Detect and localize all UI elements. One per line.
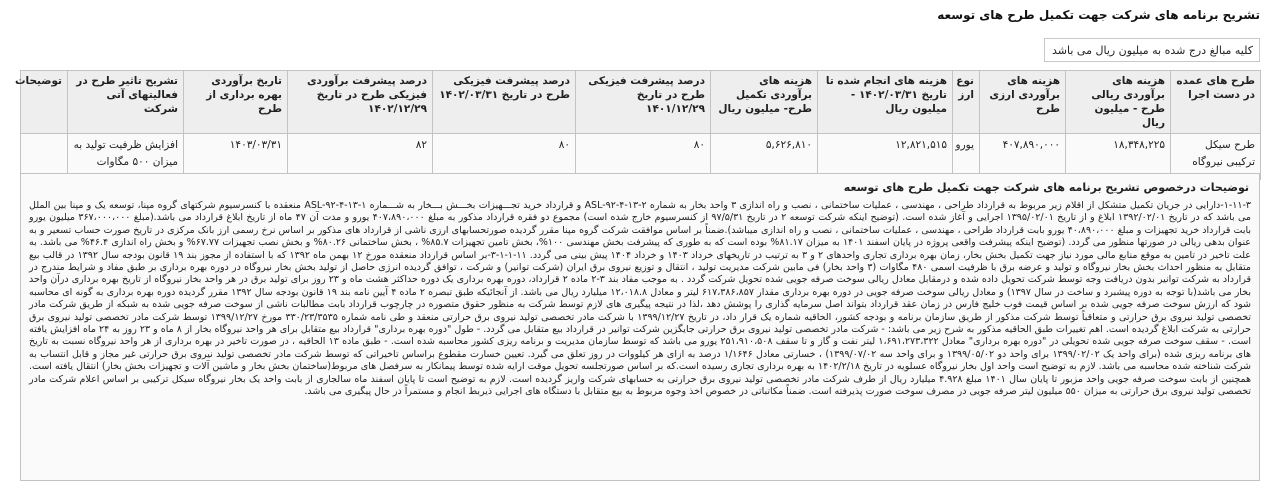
explanation-body: ۱-۱۱-۳-دارایی در جریان تکمیل متشکل از اقلام زیر مربوط به قرارداد طراحی ، مهندسی ، عملیات ساختمانی ، نصب و راه اندازی ۳ واحد بخار به شماره ۲-۱۳-۴-ASL-۹۲ و قرارداد خرید تجـــهیزات بخـــش بـــخار به شـــماره ۱-۱۳-۴-ASL-۹۲ منعقده با کنسرسیوم شرکتهای گروه مپنا، توسعه یک و مپنا بین الملل می باشد که در تاریخ ۱۳۹۲/۰۲/۰۱ ابلاغ و از تاریخ ۱۳۹۵/۰۲/۰۱ اجرایی و آغاز شده است. (توضیح اینکه شرکت توسعه ۲ در تاریخ ۹۷/۵/۳۱ از کنسرسیوم خارج شده است) مجموع دو فقره قرارداد مذکور به مبلغ ۴۰۷،۸۹۰،۰۰۰ یورو و مدت آن ۴۷ ماه از تاریخ ابلاغ قرارداد می باشد.(مبلغ ۳۶۷،۰۰۰،۰۰۰ میلیون یورو بابت قرارداد خرید تجهیزات و مبلغ ۴۰،۸۹۰،۰۰۰ یورو بابت قرارداد طراحی ، مهندسی ، عملیات ساختمانی ، نصب و راه اندازی میباشد).ضمناً بر اساس موافقت شرکت گروه مپنا مقرر گردیده صورتحسابهای ارزی ناشی از قرارداد های مذکور بر اساس نرخ رسمی ارز بانک مرکزی در تاریخ صورت حساب تسعیر و به عنوان بدهی ریالی در صورتها منظور می گردد. (توضیح اینکه پیشرفت واقعی پروژه در پایان اسفند ۱۴۰۱ به میزان ۸۱.۱۷% بوده است که به طوری که پیشرفت بخش مهندسی ۱۰۰%، بخش تامین تجهیزات ۸۵.۷% ، بخش ساختمانی ۸۰.۲۶% و بخش نصب تجهیزات ۶۷.۷۷% و بخش راه اندازی ۴۶.۴% می باشد. به علت تاخیر در تامین به موقع منابع مالی مورد نیاز جهت تکمیل بخش بخار، زمان بهره برداری تجاری واحدهای ۲ و ۳ به ترتیب در تاریخهای خرداد ۱۴۰۳ و خرداد ۱۴۰۴ پیش بینی می گردد. ۱۱-۱-۱-۳-بر اساس قرارداد منعقده مورخ ۱۲ بهمن ماه ۱۳۹۲ که با استفاده از مجوز بند ۱۹ قانون بودجه سال ۱۳۹۲ در قالب بیع متقابل به منظور احداث بخش بخار نیروگاه و تولید و عرضه برق با ظرفیت اسمی ۴۸۰ مگاوات (۳ واحد بخار) فی مابین شرکت مدیریت تولید ، انتقال و توزیع نیروی برق ایران (شرکت توانیر) و شرکت ، توافق گردیده انرژی حاصل از تولید بخش بخار نیروگاه در دوره بهره برداری بر طبق مفاد و شرایط مندرج در قرارداد به شرکت توانیر بدون دریافت وجه توسط شرکت تحویل داده شده و درمقابل معادل ریالی سوخت صرفه جویی شده تحویل شرکت گردد . به موجب مفاد بند ۳-۲ ماده ۲ قرارداد، دوره بهره برداری یک دوره حداکثر هشت ماه و ۲۳ روز برای تولید برق در هر واحد بخار نیروگاه از تاریخ بهره برداری درآن واحد بخار می باشد(با توجه به دوره پیشبرد و ساخت در سال ۱۳۹۷) و معادل ریالی سوخت صرفه جویی در دوره بهره برداری مقدار ۶۱۷،۳۸۶،۸۵۷ لیتر و معادل ۱۲،۰۱۸.۸ میلیارد ریال می باشد. از آنجائیکه طبق تبصره ۲ ماده ۴ آیین نامه بند ۱۹ قانون بودجه سال ۱۳۹۲ مقرر گردیده دوره بهره برداری به گونه ای محاسبه شود که ارزش سوخت صرفه جویی شده بر اساس قیمت فوب خلیج فارس در زمان عقد قرارداد بتواند اصل سرمایه گذاری را پوشش دهد ،لذا در نتیجه پیگیری های لازم توسط شرکت به منظور حقوق متصوره در چارچوب قرارداد بابت مطالبات ناشی از سوخت صرفه جویی شده به شبکه از طریق شرکت مادر تخصصی تولید نیروی برق حرارتی و متعاقباً توسط شرکت مذکور از طریق سازمان برنامه و بودجه کشور، الحاقیه شماره یک قرار داد، در تاریخ ۱۳۹۹/۱۲/۲۷ با شرکت مادر تخصصی تولید نیروی برق حرارتی منعقد و طی نامه شماره ۳۳۰/۲۳/۳۵۳۵ مورخ ۱۳۹۹/۱۲/۲۷ توسط شرکت مادر تخصصی تولید نیروی برق حرارتی به شرکت ابلاغ گردیده است. اهم تغییرات طبق الحاقیه مذکور به شرح زیر می باشد: - شرکت مادر تخصصی تولید نیروی برق حرارتی جایگزین شرکت توانیر در قرارداد بیع متقابل می گردد. - طول "دوره بهره برداری" قرارداد بیع متقابل برای هر واحد نیروگاه بخار از ۸ ماه و ۲۳ روز به ۲۴ ماه افزایش یافته است. - سقف سوخت صرفه جویی شده تحویلی در "دوره بهره برداری" معادل ۱،۶۹۱،۲۷۳،۳۲۲ لیتر نفت و گاز و تا سقف ۲۵۱،۹۱۰،۵۰۸ یورو می باشد که توسط سازمان مدیریت و برنامه ریزی کشور محاسبه شده است. - طبق ماده ۱۳ الحاقیه ، در صورت تاخیر در بهره برداری از هر واحد نیروگاه نسبت به تاریخ های برنامه ریزی شده (برای واحد یک ۱۳۹۹/۰۲/۰۲ برای واحد دو ۱۳۹۹/۰۵/۰۲ و برای واحد سه ۱۳۹۹/۰۷/۰۲) ، خسارتی معادل ۱/۱۶۴۶ درصد به ازای هر کیلووات در روز تعلق می گیرد. تعیین خسارت مقطوع براساس تاخیراتی که توسط شرکت مادر تخصصی تولید نیروی برق حرارتی غیر مجاز و قابل انتساب به شرکت شناخته شده محاسبه می باشد. لازم به توضیح است واحد اول بخار نیروگاه عسلویه در تاریخ ۱۴۰۲/۲/۱۸ به بهره برداری تجاری رسیده است.که بر اساس صورتجلسه تحویل موقت ارایه شده توسط پیمانکار به سرفصل های مربوط(ساختمان بخش بخار و ماشین آلات و تجهیزات بخش بخار) انتقال یافته است. همچنین از بابت سوخت صرفه جویی واحد مزبور تا پایان سال ۱۴۰۱ مبلغ ۴.۹۲۸ میلیارد ریال از طرف شرکت مادر تخصصی تولید نیروی برق حرارتی به حسابهای شرکت واریز گردیده است. لازم به توضیح است تا پایان اسفند ماه سالجاری از بابت واحد یک بخار نیروگاه سیکل ترکیبی بر اساس اعلام شرکت مادر تخصصی تولید نیروی برق حرارتی به میزان ۵۵۰ میلیون لیتر صرفه جویی در مصرف سوخت صورت پذیرفته است. ضمناً مکاتباتی در خصوص اخذ وجوه مربوط به بیع متقابل با دستگاه های اجرایی ذیربط انجام و مستمراً در حال پیگیری می باشد. bbox=[29, 200, 1252, 398]
cell-spent: ۱۲,۸۲۱,۵۱۵ bbox=[818, 134, 953, 180]
cell-fx-cost: ۴۰۷,۸۹۰,۰۰۰ bbox=[980, 134, 1066, 180]
cell-progress-1401: ۸۰ bbox=[576, 134, 711, 180]
cell-progress-target: ۸۲ bbox=[288, 134, 433, 180]
page-title: تشریح برنامه های شرکت جهت تکمیل طرح های توسعه bbox=[937, 8, 1260, 22]
development-plans-table bbox=[14, 70, 1261, 180]
header-operation-date: تاریخ برآوردی بهره برداری از طرح bbox=[184, 71, 288, 134]
header-impact: تشریح تاثیر طرح در فعالیتهای آتی شرکت bbox=[68, 71, 184, 134]
header-progress-target: درصد پیشرفت برآوردی فیزیکی طرح در تاریخ ۱۴۰۲/۱۲/۲۹ bbox=[288, 71, 433, 134]
cell-operation-date: ۱۴۰۳/۰۳/۳۱ bbox=[184, 134, 288, 180]
header-currency: نوع ارز bbox=[953, 71, 980, 134]
cell-progress-1402: ۸۰ bbox=[433, 134, 576, 180]
cell-project: طرح سیکل ترکیبی نیروگاه bbox=[1171, 134, 1261, 180]
header-fx-cost: هزینه های برآوردی ارزی طرح bbox=[980, 71, 1066, 134]
explanation-box bbox=[20, 173, 1260, 481]
cell-currency: یورو bbox=[953, 134, 980, 180]
explanation-title: توضیحات درخصوص تشریح برنامه های شرکت جهت تکمیل طرح های توسعه bbox=[843, 181, 1249, 194]
header-remaining: هزینه های برآوردی تکمیل طرح- میلیون ریال bbox=[711, 71, 818, 134]
header-progress-1401: درصد پیشرفت فیزیکی طرح در تاریخ ۱۴۰۱/۱۲/۲۹ bbox=[576, 71, 711, 134]
cell-remaining: ۵,۶۲۶,۸۱۰ bbox=[711, 134, 818, 180]
header-notes: توضیحات bbox=[21, 71, 68, 134]
table-header-row bbox=[21, 71, 1261, 134]
header-rial-cost: هزینه های برآوردی ریالی طرح - میلیون ریال bbox=[1066, 71, 1171, 134]
unit-note: کلیه مبالغ درج شده به میلیون ریال می باشد bbox=[1044, 38, 1260, 62]
header-project: طرح های عمده در دست اجرا bbox=[1171, 71, 1261, 134]
cell-impact: افزایش ظرفیت تولید به میزان ۵۰۰ مگاوات bbox=[68, 134, 184, 180]
header-spent: هزینه های انجام شده تا تاریخ ۱۴۰۲/۰۳/۳۱ - میلیون ریال bbox=[818, 71, 953, 134]
cell-rial-cost: ۱۸,۳۴۸,۲۲۵ bbox=[1066, 134, 1171, 180]
header-progress-1402: درصد پیشرفت فیزیکی طرح در تاریخ ۱۴۰۲/۰۳/۳۱ bbox=[433, 71, 576, 134]
